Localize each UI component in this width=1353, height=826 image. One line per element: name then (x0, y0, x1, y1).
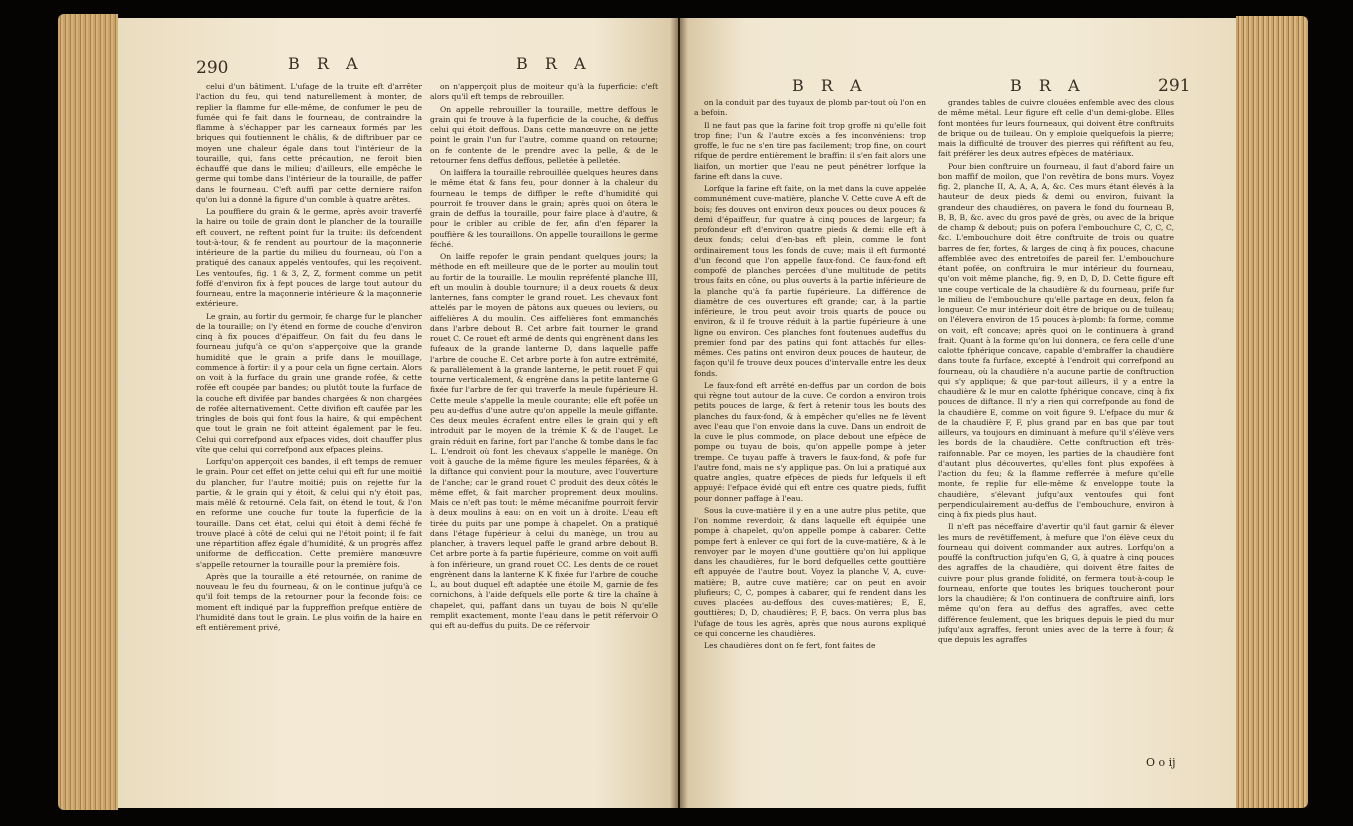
left-running-head-1: B R A (288, 54, 364, 73)
paragraph: on n'apperçoit plus de moiteur qu'à la fuperficie: c'eft alors qu'il eft temps de rebrouiller. (430, 82, 658, 102)
paragraph: grandes tables de cuivre clouées enfemble avec des clous de même métal. Leur figure eft celle d'un demi-globe. Elles font montées fur leurs fourneaux, qui doivent être conftruits de brique ou de tuileau. On y emploie quelquefois la pierre; mais la difficulté de trouver des pierres qui réfiftent au feu, fait préférer les deux autres efpèces de matériaux. (938, 98, 1174, 159)
left-page (118, 18, 678, 808)
paragraph: Pour bien conftruire un fourneau, il faut d'abord faire un bon maffif de moilon, que l'on revêtira de bons murs. Voyez fig. 2, planche II, A, A, A, A, &c. Ces murs étant élevés à la hauteur de deux pieds & demi ou environ, fuivant la grandeur des chaudières, on pavera le fond du fourneau B, B, B, B, &c. avec du gros pavé de grès, ou avec de la brique de champ & debout; puis on pofera l'embouchure C, C, C, C, &c. L'embouchure doit être conftruite de trois ou quatre barres de fer, fortes, & larges de cinq à fix pouces, chacune affemblée avec des entretoifes de pareil fer. L'embouchure étant pofée, on conftruira le mur intérieur du fourneau, qu'on voit même planche, fig. 9, en D, D, D. Cette figure eft une coupe verticale de la chaudière & du fourneau, prife fur le milieu de l'embouchure qu'elle partage en deux, felon fa longueur. Ce mur intérieur doit être de brique ou de tuileau; on l'élevera environ de 15 pouces à-plomb: fa forme, comme on voit, eft concave; après quoi on le continuera à grand frait. Quant à la forme qu'on lui donnera, ce fera celle d'une calotte fphérique concave, capable d'embraffer la chaudière dans toute fa furface, excepté à l'endroit qui correfpond au fourneau, où la chaudière n'a aucune partie de conftruction qui s'y applique; & que par-tout ailleurs, il y a entre la chaudière & le mur en calotte fphérique concave, cinq à fix pouces de diftance. Il n'y a rien qui correfponde au fond de la chaudière E, comme on voit figure 9. L'efpace du mur & de la chaudière F, F, plus grand par en bas que par tout ailleurs, va toujours en diminuant à mefure qu'il s'élève vers les bords de la chaudière. Cette conftruction eft très-raifonnable. Par ce moyen, les parties de la chaudière font d'autant plus découvertes, qu'elles font plus expofées à l'action du feu; & la flamme refferrée à mefure qu'elle monte, fe replie fur elle-même & enveloppe toute la chaudière, s'élevant jufqu'aux ventoufes qui font perpendiculairement au-deffus de l'embouchure, environ à cinq à fix pieds plus haut. (938, 161, 1174, 519)
paragraph: Il n'eft pas néceffaire d'avertir qu'il faut garnir & élever les murs de revêtiffement, à mefure que l'on élève ceux du fourneau qui doivent commander aux autres. Lorfqu'on a pouffé la conftruction jufqu'en G, G, à quatre à cinq pouces des agraffes de la chaudière, qui doivent être faites de cuivre pour plus grande folidité, on fermera tout-à-coup le fourneau, enforte que toutes les briques toucheront pour lors la chaudière; & l'on continuera de conftruire ainfi, lors même qu'on fera au deffus des agraffes, avec cette différence feulement, que les briques depuis le pied du mur jufqu'aux agraffes, feront unies avec de la terre à four; & que depuis les agraffes (938, 522, 1174, 644)
paragraph: Après que la touraille a été retournée, on ranime de nouveau le feu du fourneau, & on le continue jufqu'à ce qu'il foit temps de la retourner pour la feconde fois: ce moment eft indiqué par la fuppreffion prefque entière de l'humidité dans tout le grain. Le plus voifin de la haire en eft entièrement privé, (196, 571, 422, 632)
paragraph: Il ne faut pas que la farine foit trop groffe ni qu'elle foit trop fine; l'un & l'autre excès a fes inconvéniens: trop groffe, le fuc ne s'en tire pas facilement; trop fine, on court rifque de perdre entièrement le braffin: il s'en fait alors une liaifon, un mortier que l'eau ne peut pénétrer lorfque la farine eft dans la cuve. (694, 120, 926, 181)
book-right-edge (1236, 16, 1308, 808)
right-column-2 (938, 98, 1174, 738)
paragraph: La pouffiere du grain & le germe, après avoir traverfé la haire ou toile de grain dont le plancher de la touraille eft couvert, ne reftent point fur la truite: ils defcendent tout-à-tour, & fe rendent au pourtour de la maçonnerie intérieure de la partie du milieu du fourneau, où l'on a pratiqué des canaux appelés ventoufes, qui les reçoivent. Les ventoufes, fig. 1 & 3, Z, Z, forment comme un petit foffé d'environ fix à fept pouces de large tout autour du fourneau, entre la maçonnerie intérieure & la maçonnerie extérieure. (196, 207, 422, 309)
paragraph: On laiffe repofer le grain pendant quelques jours; la méthode en eft meilleure que de le porter au moulin tout au fortir de la touraille. Le moulin repréfenté planche III, eft un moulin à double tournure; il a deux rouets & deux lanternes, fans compter le grand rouet. Les chevaux font attelés par le moyen de pâtons aux queues ou leviers, ou aiffelières A du moulin. Ces aiffelières font emmanchés dans l'arbre debout B. Cet arbre fait tourner le grand rouet C. Ce rouet eft armé de dents qui engrènent dans les fufeaux de la grande lanterne D, dans laquelle paffe l'arbre de couche E. Cet arbre porte à fon autre extrémité, & parallèlement à la grande lanterne, le petit rouet F qui tourne verticalement, & engrène dans la petite lanterne G fixée fur l'arbre de fer qui traverfe la meule fupérieure H. Cette meule s'appelle la meule courante; elle eft pofée un peu au-deffus d'une autre qu'on appelle la meule giffante. Ces deux meules écrafent entre elles le grain qui y eft introduit par le moyen de la trémie K & de l'auget. Le grain réduit en farine, fort par l'anche & tombe dans le fac L. L'endroit où font les chevaux s'appelle le manège. On voit à gauche de la même figure les meules féparées, & à la diftance qui convient pour la mouture, avec l'ouverture de l'anche; car le grand rouet C produit des deux côtés le même effet, & fait marcher proprement deux moulins. Mais ce n'eft pas tout: le même mécanifme pourroit fervir à deux moulins à eau: on en voit un à droite. L'eau eft tirée du puits par une pompe à chapelet. On a pratiqué dans l'étage fupérieur à celui du manège, un trou au plancher, à travers lequel paffe le grand arbre debout B. Cet arbre porte à fa partie fupérieure, comme on voit auffi à fon inférieure, un grand rouet CC. Les dents de ce rouet engrènent dans la lanterne K K fixée fur l'arbre de couche L, au bout duquel eft adaptée une étoile M, garnie de fes cornichons, à l'aide defquels elle porte & tire la chaîne à chapelet, qui, paffant dans un tuyau de bois N qu'elle remplit exactement, monte l'eau dans le petit réfervoir O qui eft au-deffus du puits. De ce réfervoir (430, 252, 658, 630)
left-column-2 (430, 82, 658, 722)
paragraph: On laiffera la touraille rebrouillée quelques heures dans le même état & fans feu, pour donner à la chaleur du fourneau le temps de diffiper le refte d'humidité qui pourroit fe trouver dans le grain; après quoi on ôtera le grain de deffus la touraille, pour faire place à d'autre, & pour le cribler au crible de fer, afin d'en féparer la pouffière & les touraillons. On appelle touraillons le germe féché. (430, 168, 658, 249)
paragraph: celui d'un bâtiment. L'ufage de la truite eft d'arrêter l'action du feu, qui tend naturellement à monter, de replier la flamme fur elle-même, de confumer le peu de fumée qui fe fait dans le fourneau, de contraindre la flamme à s'échapper par les carneaux formés par les briques qui foutiennent le châlis, & de diftribuer par ce moyen une chaleur égale dans tout l'intérieur de la touraille, qui, fans cette précaution, ne feroit bien échauffé que dans le milieu; d'ailleurs, elle empêche le germe qui tombe dans l'intérieur de la touraille, de paffer dans le fourneau. C'eft auffi par cette derniere raifon qu'on lui a donné la figure d'un comble à quatre arêtes. (196, 82, 422, 204)
paragraph: Lorfque la farine eft faite, on la met dans la cuve appelée communément cuve-matière, planche V. Cette cuve A eft de bois; fes douves ont environ deux pouces ou deux pouces & demi d'épaiffeur, fur quatre à cinq pouces de largeur; fa profondeur eft d'environ quatre pieds & demi: elle eft à deux fonds; celui d'en-bas eft plein, comme le font ordinairement tous les fonds de cuve; mais il eft furmonté d'un fecond que l'on appelle faux-fond. Ce faux-fond eft compofé de planches percées d'une multitude de petits trous faits en cône, ou plus ouverts à la partie inférieure de la planche qu'à fa partie fupérieure. La différence de diamètre de ces ouvertures eft grande; car, à la partie inférieure, le trou peut avoir trois quarts de pouce ou environ, & il fe trouve réduit à la partie fupérieure à une ligne ou environ. Ces planches font foutenues audeffus du premier fond par des patins qui font attachés fur elles-mêmes. Ces patins ont environ deux pouces de hauteur, de façon qu'il fe trouve deux pouces d'intervalle entre les deux fonds. (694, 184, 926, 378)
paragraph: on la conduit par des tuyaux de plomb par-tout où l'on en a befoin. (694, 98, 926, 118)
right-page-number: 291 (1158, 76, 1191, 96)
book-left-edge (58, 14, 118, 810)
right-column-1 (694, 98, 926, 738)
paragraph: Sous la cuve-matière il y en a une autre plus petite, que l'on nomme reverdoir, & dans laquelle eft équipée une pompe à chapelet, qu'on appelle pompe à cabarer. Cette pompe fert à enlever ce qui fort de la cuve-matière, & à le renvoyer par le moyen d'une gouttière qu'on lui applique dans les chaudières, fur le bord defquelles cette gouttière eft appuyée de l'autre bout. Voyez la planche V, A, cuve-matière; B, autre cuve matière; car on peut en avoir plufieurs; C, C, pompes à cabarer, qui fe rendent dans les cuves placées au-deffous des cuves-matières; E, E, gouttières; D, D, chaudières; F, F, bacs. On verra plus bas l'ufage de tous les agrès, après que nous aurons expliqué ce qui concerne les chaudières. (694, 505, 926, 638)
right-page (680, 18, 1236, 808)
paragraph: Le faux-fond eft arrêté en-deffus par un cordon de bois qui règne tout autour de la cuve. Ce cordon a environ trois petits pouces de large, & fert à retenir tous les bouts des planches du faux-fond, & à empêcher qu'elles ne fe lèvent avec l'eau que l'on envoie dans la cuve. Dans un endroit de la cuve le plus commode, on place debout une efpèce de pompe ou tuyau de bois, qu'on appelle pompe à jeter trempe. Ce tuyau paffe à travers le faux-fond, & pofe fur l'autre fond, mais ne s'y applique pas. On lui a pratiqué aux quatre angles, quatre efpèces de pieds fur lefquels il eft appuyé: l'efpace évidé qui eft entre ces quatre pieds, fuffit pour donner paffage à l'eau. (694, 380, 926, 503)
paragraph: On appelle rebrouiller la touraille, mettre deffous le grain qui fe trouve à la fuperficie de la couche, & deffus celui qui étoit deffous. Dans cette manœuvre on ne jette point le grain l'un fur l'autre, comme quand on retourne; on fe contente de le prendre avec la pelle, & de le retourner fens deffus deffous, pelletée à pelletée. (430, 104, 658, 165)
page-signature: O o ij (1146, 756, 1176, 769)
left-column-1 (196, 82, 422, 722)
right-running-head-2: B R A (1010, 76, 1086, 95)
book-gutter (670, 18, 688, 808)
paragraph: Le grain, au fortir du germoir, fe charge fur le plancher de la touraille; on l'y étend en forme de couche d'environ cinq à fix pouces d'épaiffeur. On fait du feu dans le fourneau jufqu'à ce qu'on s'apperçoive que la grande humidité que le grain a prife dans le mouillage, commence à fortir: il y a pour cela un figne certain. Alors on voit à la furface du grain une grande rofée, & cette rofée eft coupée par bandes; ou plutôt toute la furface de la couche eft divifée par bandes chargées & non chargées de rofée alternativement. Cette divifion eft caufée par les tringles de bois qui font fous la haire, & qui empêchent que tout le grain ne foit atteint également par le feu. Celui qui correfpond aux efpaces vides, doit chauffer plus vîte que celui qui correfpond aux efpaces pleins. (196, 311, 422, 454)
left-running-head-2: B R A (516, 54, 592, 73)
paragraph: Les chaudières dont on fe fert, font faites de (704, 641, 876, 650)
right-running-head-1: B R A (792, 76, 868, 95)
left-page-number: 290 (196, 58, 229, 78)
paragraph: Lorfqu'on apperçoit ces bandes, il eft temps de remuer le grain. Pour cet effet on jette celui qui eft fur une moitié du plancher, fur l'autre moitié; puis on rejette fur la partie, & le grain qui y étoit, & celui qui n'y étoit pas, mais mêlé & retourné. Cela fait, on étend le tout, & l'on en reforme une couche fur toute la fuperficie de la touraille. Dans cet état, celui qui étoit à demi féché fe trouve placé à côté de celui qui ne l'étoit point; il fe fait une répartition affez égale d'humidité, & un progrès affez uniforme de defficcation. Cette première manœuvre s'appelle retourner la touraille pour la première fois. (196, 457, 422, 569)
